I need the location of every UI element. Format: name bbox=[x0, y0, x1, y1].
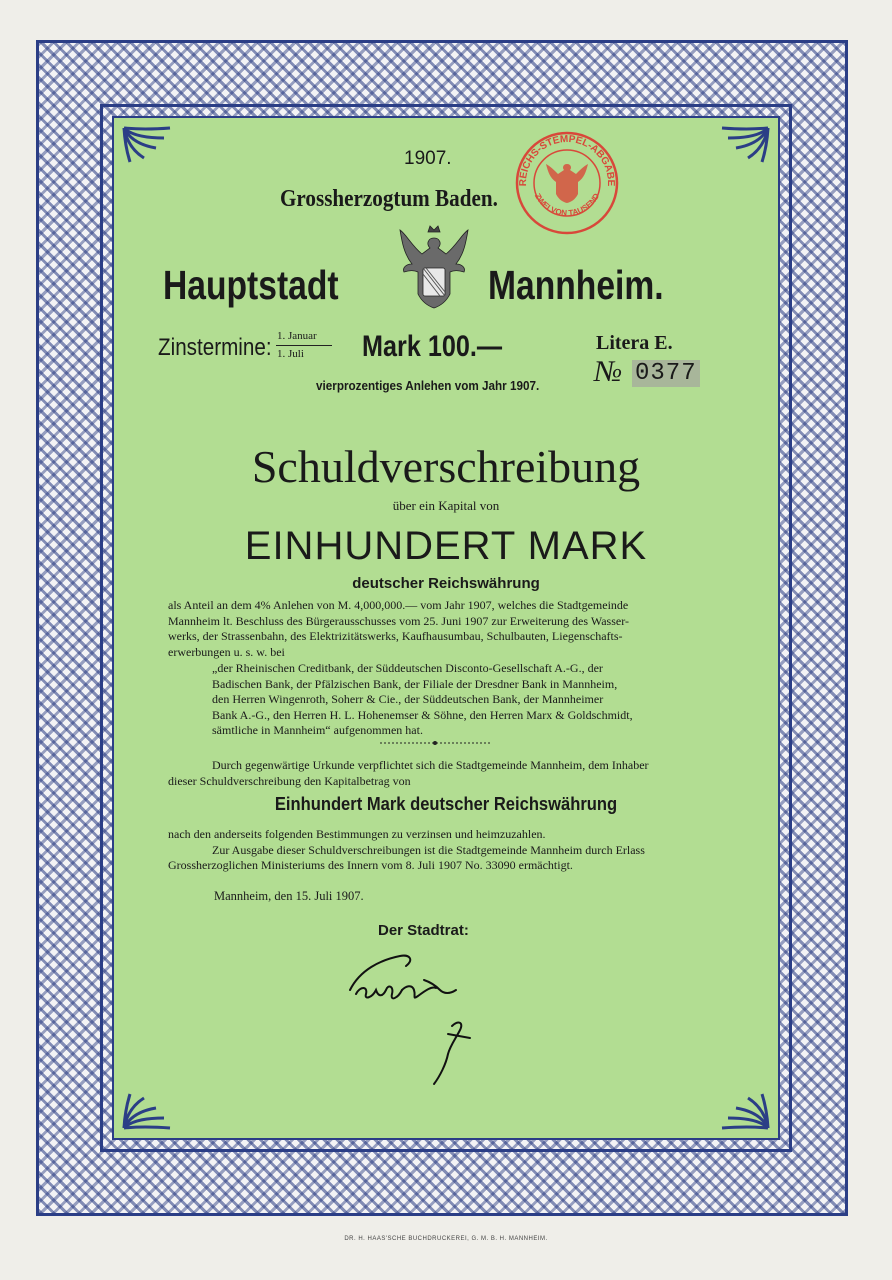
text-line: Badischen Bank, der Pfälzischen Bank, der Filiale der Dresdner Bank in Mannheim, bbox=[212, 676, 618, 691]
paragraph-authorization bbox=[168, 827, 708, 874]
stamp-ring-text: REICHS-STEMPEL-ABGABE bbox=[517, 133, 617, 187]
tax-stamp bbox=[512, 128, 622, 238]
text-line: Durch gegenwärtige Urkunde verpflichtet sich die Stadtgemeinde Mannheim, dem Inhaber bbox=[212, 758, 649, 772]
zins-divider bbox=[276, 345, 332, 346]
eagle-crest-icon bbox=[396, 224, 472, 310]
stamp-eagle-icon bbox=[546, 164, 588, 203]
text-line: sämtliche in Mannheim“ aufgenommen hat. bbox=[212, 723, 423, 737]
text-line: nach den anderseits folgenden Bestimmungen zu verzinsen und heimzuzahlen. bbox=[168, 827, 546, 841]
text-line: den Herren Wingenroth, Soherr & Cie., der Süddeutschen Bank, der Mannheimer bbox=[212, 692, 604, 706]
divider-ornament-icon bbox=[380, 740, 490, 746]
corner-ornament-icon bbox=[718, 1092, 772, 1132]
text-line: als Anteil an dem 4% Anlehen von M. 4,000,000.— vom Jahr 1907, welches die Stadtgemeinde bbox=[168, 598, 629, 612]
text-line: „der Rheinischen Creditbank, der Süddeutschen Disconto-Gesellschaft A.-G., der bbox=[212, 661, 603, 675]
zinstermine-label: Zinstermine: bbox=[158, 334, 272, 361]
loan-description: vierprozentiges Anlehen vom Jahr 1907. bbox=[316, 378, 540, 393]
paragraph-banks bbox=[212, 661, 702, 739]
text-line: Bank A.-G., den Herren H. L. Hohenemser & Söhne, den Herren Marx & Goldschmidt, bbox=[212, 707, 633, 722]
litera-label: Litera E. bbox=[596, 332, 673, 354]
text-line: dieser Schuldverschreibung den Kapitalbetrag von bbox=[168, 773, 411, 788]
paragraph-obligation bbox=[168, 758, 708, 789]
state-name: Grossherzogtum Baden. bbox=[280, 186, 498, 212]
corner-ornament-icon bbox=[718, 124, 772, 164]
zins-date-1: 1. Januar bbox=[277, 330, 317, 342]
serial-number: 0377 bbox=[632, 360, 700, 387]
signature bbox=[340, 950, 510, 1090]
currency-line: deutscher Reichswährung bbox=[352, 575, 540, 592]
amount-repeat: Einhundert Mark deutscher Reichswährung bbox=[274, 794, 618, 814]
city-right: Mannheim. bbox=[488, 262, 664, 308]
city-left: Hauptstadt bbox=[163, 262, 339, 308]
amount-in-words: EINHUNDERT MARK bbox=[244, 524, 648, 568]
corner-ornament-icon bbox=[120, 1092, 174, 1132]
stamp-bottom-text: ZWEI VON TAUSEND bbox=[532, 191, 602, 218]
zins-date-2: 1. Juli bbox=[277, 348, 304, 360]
place-date: Mannheim, den 15. Juli 1907. bbox=[214, 889, 364, 903]
printer-imprint: DR. H. HAAS'SCHE BUCHDRUCKEREI, G. M. B. H. MANNHEIM. bbox=[344, 1236, 548, 1242]
nominal-amount: Mark 100.— bbox=[362, 330, 503, 363]
signatory-label: Der Stadtrat: bbox=[378, 922, 469, 939]
corner-ornament-icon bbox=[120, 124, 174, 164]
text-line: erwerbungen u. s. w. bei bbox=[168, 644, 285, 659]
text-line: Grossherzoglichen Ministeriums des Innern vom 8. Juli 1907 No. 33090 ermächtigt. bbox=[168, 858, 573, 872]
text-line: werks, der Strassenbahn, des Elektrizitätswerks, Kaufhausumbau, Schulbauten, Liegenschafts- bbox=[168, 629, 623, 643]
text-line: Mannheim lt. Beschluss des Bürgerausschusses vom 25. Juni 1907 zur Erweiterung des Wasser- bbox=[168, 613, 629, 628]
document-title: Schuldverschreibung bbox=[251, 441, 641, 492]
issue-year: 1907. bbox=[404, 148, 452, 169]
text-line: Zur Ausgabe dieser Schuldverschreibungen ist die Stadtgemeinde Mannheim durch Erlass bbox=[212, 842, 645, 857]
capital-subtitle: über ein Kapital von bbox=[392, 498, 500, 513]
paragraph-purpose bbox=[168, 598, 708, 660]
number-symbol: № bbox=[594, 355, 623, 388]
